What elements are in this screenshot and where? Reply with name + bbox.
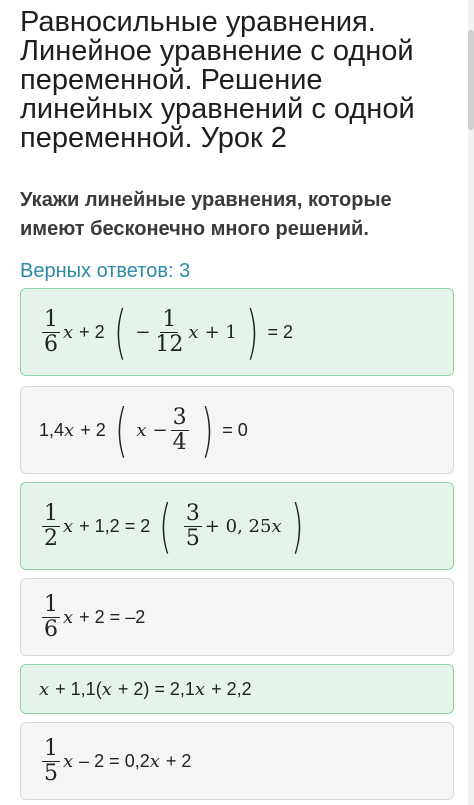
right-paren: ) xyxy=(290,492,304,560)
answer-option-4[interactable]: $\frac{1}{6}$ x + 2 = –2 xyxy=(20,578,454,656)
fraction: $\frac{1}{6}$ xyxy=(44,591,58,642)
answer-option-5[interactable]: x + 1,1( x + 2) = 2,1 x + 2,2 xyxy=(20,664,454,714)
variable-x: x xyxy=(63,321,74,343)
left-paren: ( xyxy=(113,298,127,366)
lesson-title: Равносильные уравнения. Линейное уравнение с одной переменной. Решение линейных уравнений с одной переменной. Урок 2 xyxy=(20,6,415,154)
answer-option-6[interactable]: $\frac{1}{5}$ x – 2 = 0,2 x + 2 xyxy=(20,722,454,800)
fraction: $\frac{3}{5}$ xyxy=(185,500,200,551)
answer-option-2[interactable]: 1,4 x + 2 ( x − $\frac{3}{4}$ ) = 0 xyxy=(20,386,454,474)
fraction: $\frac{1}{2}$ xyxy=(44,500,58,551)
fraction: $\frac{3}{4}$ xyxy=(172,404,187,455)
correct-answers-count: Верных ответов: 3 xyxy=(20,260,191,282)
right-paren: ) xyxy=(200,396,214,464)
answer-option-3[interactable]: $\frac{1}{2}$ x + 1,2 = 2 ( $\frac{3}{5}$ + 0, 25 x ) xyxy=(20,482,454,570)
fraction: $\frac{1}{6}$ xyxy=(44,306,58,357)
left-paren: ( xyxy=(114,396,128,464)
answer-option-1[interactable]: $\frac{1}{6}$ x + 2 ( − $\frac{1}{12}$ x + 1 ) = 2 xyxy=(20,288,454,376)
fraction: $\frac{1}{5}$ xyxy=(44,735,58,786)
fraction: $\frac{1}{12}$ xyxy=(155,306,184,357)
scrollbar-thumb[interactable] xyxy=(468,30,474,130)
left-paren: ( xyxy=(159,492,172,560)
right-paren: ) xyxy=(245,298,259,366)
question-text: Укажи линейные уравнения, которые имеют бесконечно много решений. xyxy=(20,189,392,240)
